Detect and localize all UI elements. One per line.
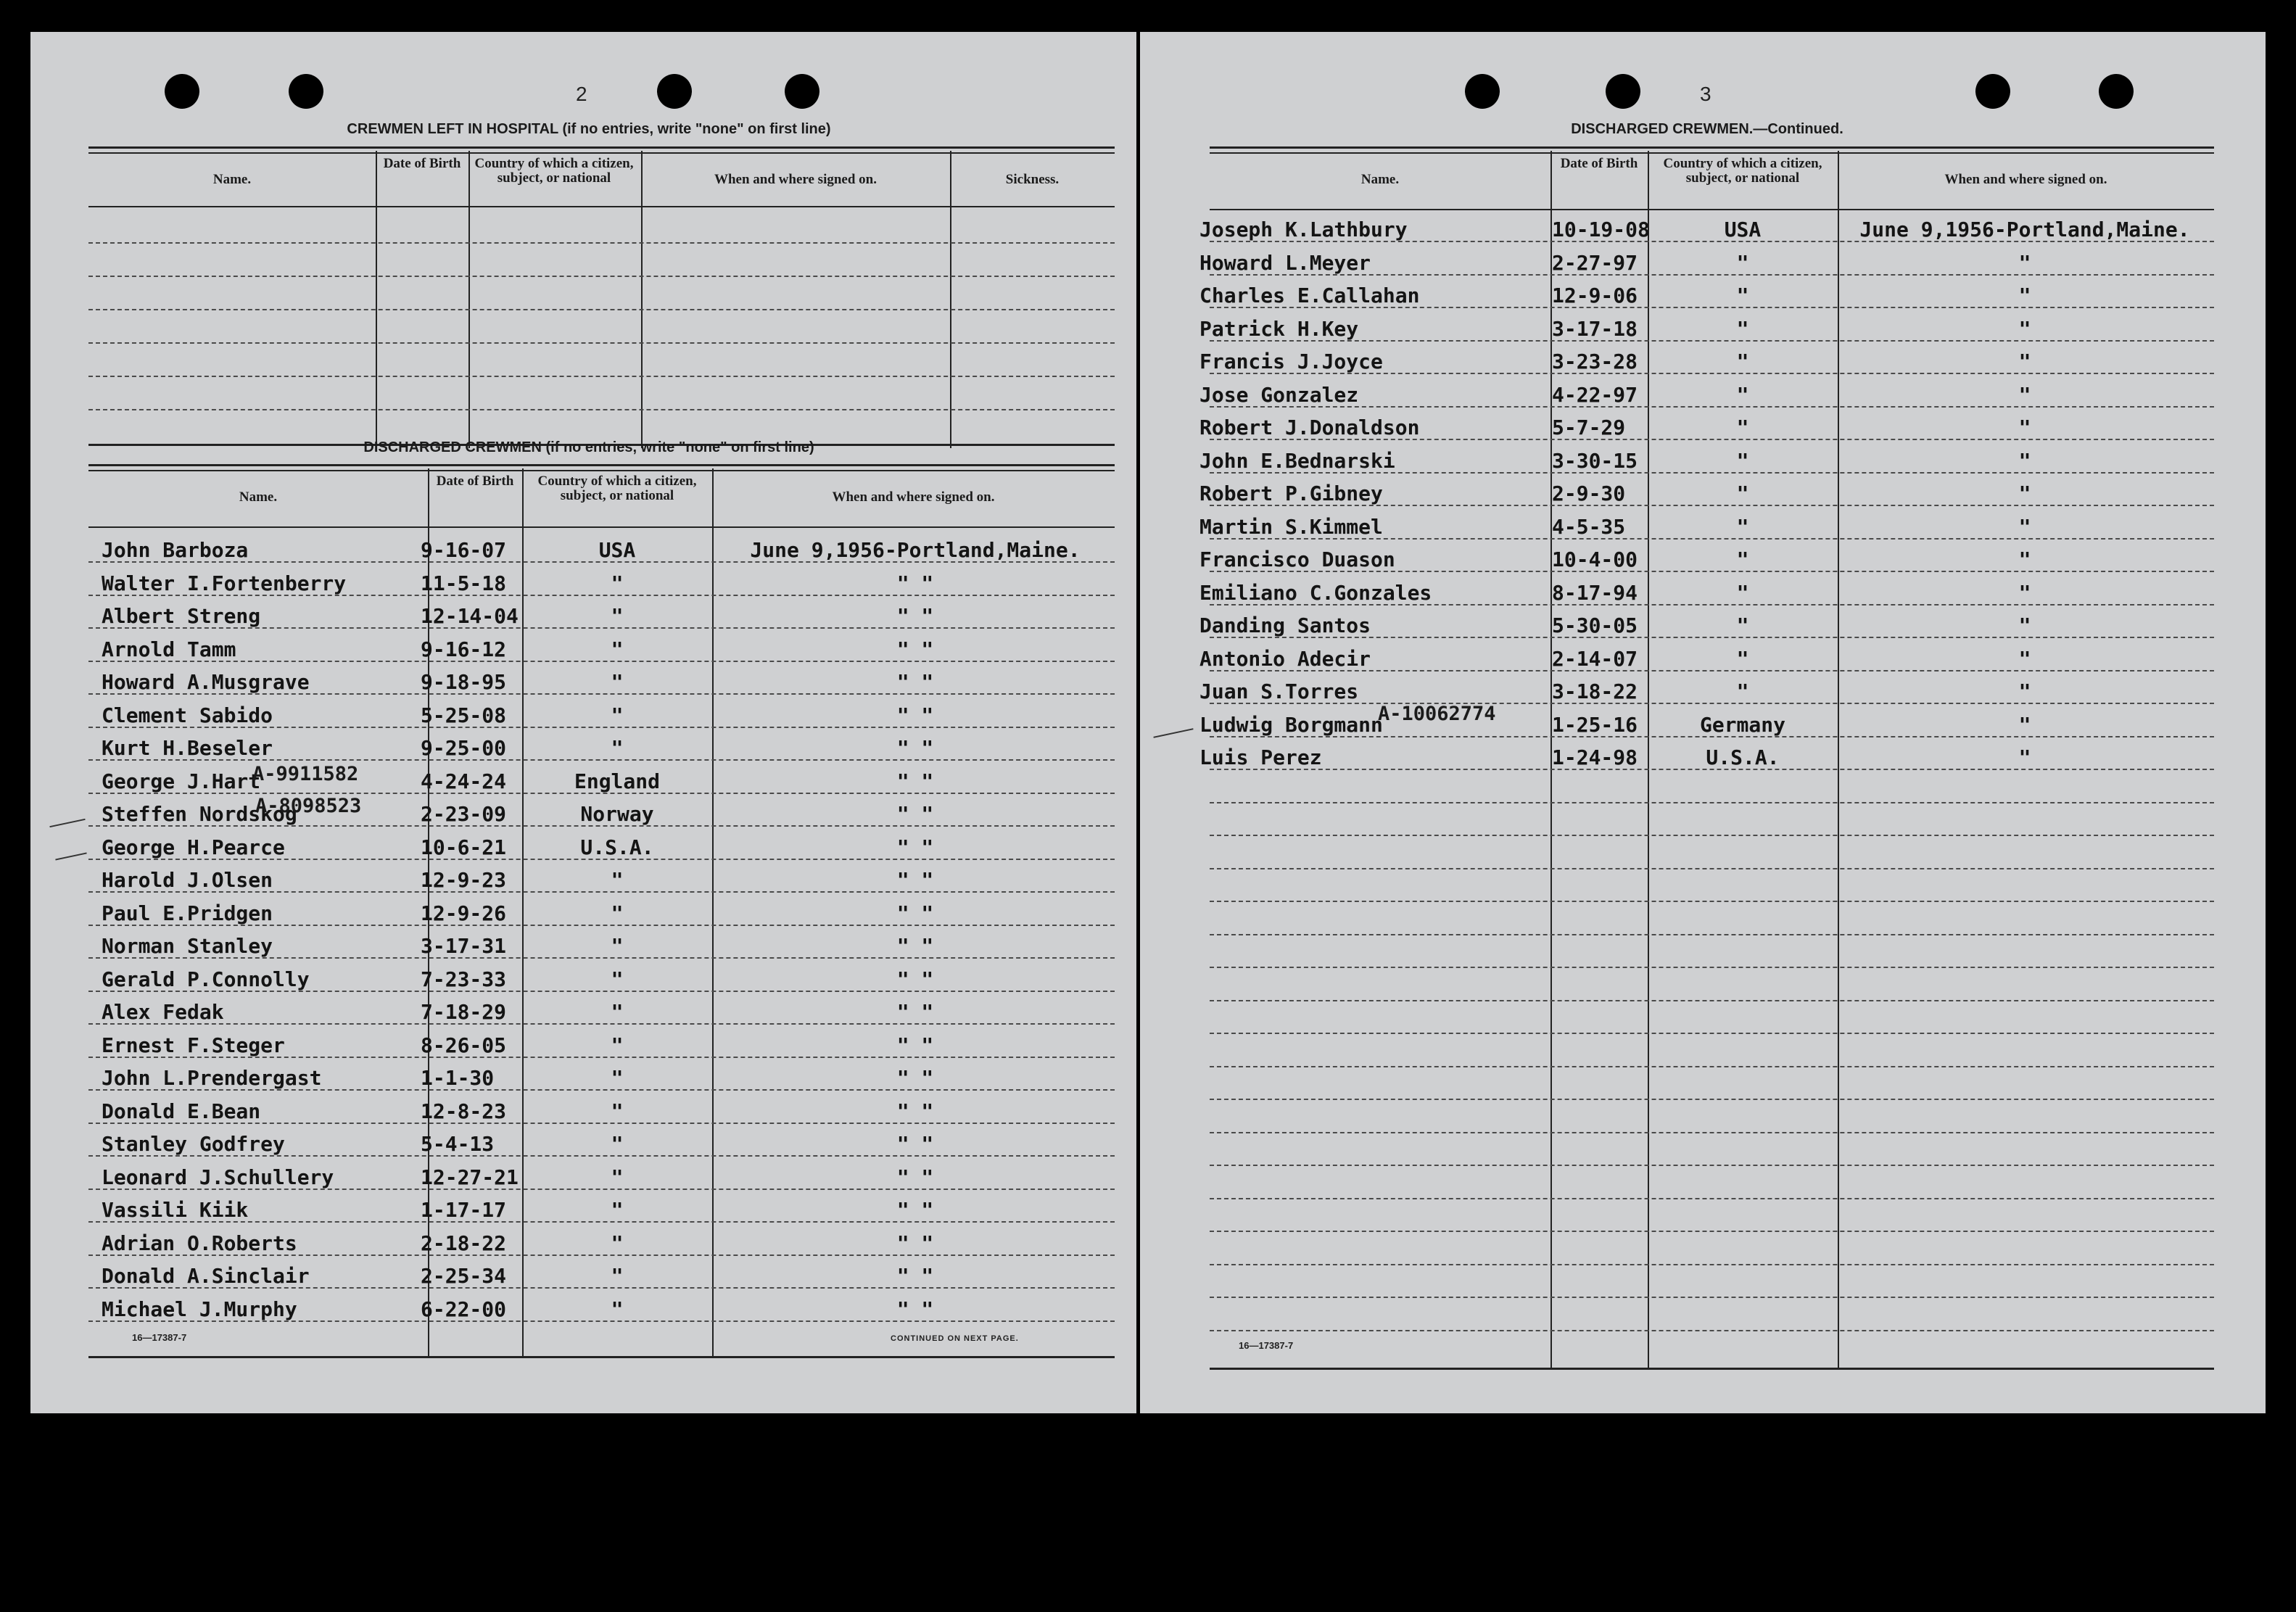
- signed-on: " ": [896, 967, 934, 991]
- entry-line: [1210, 934, 2214, 935]
- crew-name: Albert Streng: [102, 604, 261, 628]
- col-header-sickness: Sickness.: [1005, 172, 1060, 187]
- date-of-birth: 8-17-94: [1552, 580, 1638, 605]
- country: ": [611, 703, 624, 727]
- country: USA: [1724, 218, 1762, 241]
- rule: [88, 206, 1115, 207]
- country: ": [1736, 284, 1749, 307]
- col-header-country: Country of which a citizen, subject, or national: [1663, 156, 1822, 186]
- rule: [88, 146, 1115, 149]
- entry-line: [1210, 1033, 2214, 1034]
- crew-name: Robert P.Gibney: [1199, 481, 1383, 505]
- country: ": [1736, 448, 1749, 473]
- country: USA: [598, 538, 636, 562]
- punch-hole: [165, 74, 199, 109]
- entry-line: [1210, 1198, 2214, 1199]
- page-number: 3: [1700, 83, 1711, 105]
- country: ": [611, 1132, 624, 1156]
- entry-line: [1210, 1132, 2214, 1133]
- crew-name: Ludwig Borgmann: [1199, 712, 1383, 737]
- date-of-birth: 4-22-97: [1552, 382, 1638, 407]
- date-of-birth: 4-5-35: [1552, 514, 1626, 539]
- form-number: 16—17387-7: [1239, 1340, 1294, 1351]
- section-title: DISCHARGED CREWMEN.—Continued.: [1571, 121, 1843, 137]
- crew-name: Donald E.Bean: [102, 1099, 261, 1123]
- entry-line: [1210, 1264, 2214, 1265]
- crew-name: John Barboza: [102, 538, 249, 562]
- discharged-section-title: DISCHARGED CREWMEN (if no entries, write "none" on first line): [363, 439, 814, 455]
- country: ": [1736, 416, 1749, 439]
- date-of-birth: 2-14-07: [1552, 646, 1638, 671]
- country: ": [611, 571, 624, 595]
- hospital-section-title: CREWMEN LEFT IN HOSPITAL (if no entries, write "none" on first line): [347, 121, 831, 137]
- right-page: [1140, 32, 2266, 1413]
- punch-hole: [1975, 74, 2010, 109]
- country: U.S.A.: [580, 835, 654, 859]
- country: ": [611, 1231, 624, 1255]
- date-of-birth: 5-25-08: [421, 703, 507, 727]
- signed-on: ": [2018, 712, 2031, 737]
- country: ": [611, 637, 624, 661]
- rule: [88, 526, 1115, 528]
- country: ": [611, 1264, 624, 1288]
- date-of-birth: 2-18-22: [421, 1231, 507, 1255]
- entry-line: [88, 376, 1115, 377]
- crew-name: George J.Hart: [102, 769, 261, 793]
- crew-name: Danding Santos: [1199, 613, 1371, 637]
- entry-line: [1210, 406, 2214, 408]
- date-of-birth: 3-23-28: [1552, 350, 1638, 373]
- crew-name: Adrian O.Roberts: [102, 1231, 297, 1255]
- col-header-dob: Date of Birth: [436, 474, 514, 489]
- entry-line: [1210, 340, 2214, 342]
- signed-on: " ": [896, 769, 934, 793]
- entry-line: [88, 242, 1115, 244]
- country: Norway: [580, 802, 654, 826]
- entry-line: [1210, 868, 2214, 869]
- country: ": [1736, 250, 1749, 275]
- col-header-dob: Date of Birth: [383, 156, 461, 171]
- crew-name: Kurt H.Beseler: [102, 736, 273, 760]
- signed-on: " ": [896, 901, 934, 925]
- column-divider: [712, 468, 714, 1357]
- signed-on: " ": [896, 1099, 934, 1123]
- signed-on: ": [2018, 350, 2031, 373]
- crew-name: Leonard J.Schullery: [102, 1165, 334, 1189]
- crew-name: Joseph K.Lathbury: [1199, 218, 1408, 241]
- country: ": [611, 670, 624, 694]
- date-of-birth: 11-5-18: [421, 571, 507, 595]
- crew-name: Antonio Adecir: [1199, 646, 1371, 671]
- col-header-dob: Date of Birth: [1560, 156, 1638, 171]
- signed-on: ": [2018, 547, 2031, 571]
- date-of-birth: 5-4-13: [421, 1132, 495, 1156]
- date-of-birth: 3-17-31: [421, 934, 507, 958]
- country: ": [611, 1099, 624, 1123]
- crew-name: Ernest F.Steger: [102, 1033, 285, 1057]
- crew-name: Francisco Duason: [1199, 547, 1395, 571]
- column-divider: [1648, 151, 1649, 1369]
- rule: [1210, 152, 2214, 154]
- crew-name: Robert J.Donaldson: [1199, 416, 1420, 439]
- signed-on: " ": [896, 571, 934, 595]
- entry-line: [1210, 901, 2214, 902]
- signed-on: " ": [896, 703, 934, 727]
- country: ": [611, 967, 624, 991]
- date-of-birth: 1-17-17: [421, 1198, 507, 1222]
- country: ": [1736, 316, 1749, 341]
- check-mark: [49, 819, 85, 827]
- date-of-birth: 2-27-97: [1552, 250, 1638, 275]
- signed-on: " ": [896, 1033, 934, 1057]
- country: ": [611, 736, 624, 760]
- signed-on: June 9,1956-Portland,Maine.: [1859, 218, 2190, 241]
- entry-line: [1210, 835, 2214, 836]
- crew-name: Walter I.Fortenberry: [102, 571, 347, 595]
- entry-line: [1210, 1231, 2214, 1232]
- signed-on: ": [2018, 646, 2031, 671]
- column-divider: [522, 468, 524, 1357]
- date-of-birth: 2-25-34: [421, 1264, 507, 1288]
- entry-line: [1210, 703, 2214, 704]
- country: ": [1736, 613, 1749, 637]
- crew-name: Donald A.Sinclair: [102, 1264, 310, 1288]
- signed-on: June 9,1956-Portland,Maine.: [750, 538, 1081, 562]
- signed-on: " ": [896, 1132, 934, 1156]
- country: England: [574, 769, 660, 793]
- country: U.S.A.: [1706, 745, 1780, 769]
- country: ": [611, 1198, 624, 1222]
- crew-name: Charles E.Callahan: [1199, 284, 1420, 307]
- entry-line: [88, 309, 1115, 310]
- entry-line: [88, 276, 1115, 277]
- handwritten-annotation: A-9911582: [252, 763, 359, 785]
- rule: [88, 1356, 1115, 1358]
- country: ": [1736, 580, 1749, 605]
- crew-name: Michael J.Murphy: [102, 1297, 297, 1321]
- crew-name: Gerald P.Connolly: [102, 967, 310, 991]
- col-header-name: Name.: [239, 489, 278, 505]
- col-header-country: Country of which a citizen, subject, or national: [537, 474, 697, 503]
- crew-name: Emiliano C.Gonzales: [1199, 580, 1432, 605]
- signed-on: ": [2018, 679, 2031, 703]
- country: ": [611, 1033, 624, 1057]
- entry-line: [88, 1023, 1115, 1025]
- date-of-birth: 10-19-08: [1552, 218, 1650, 241]
- date-of-birth: 3-18-22: [1552, 679, 1638, 703]
- date-of-birth: 5-7-29: [1552, 416, 1626, 439]
- entry-line: [88, 342, 1115, 344]
- entry-line: [88, 409, 1115, 410]
- crew-name: Howard A.Musgrave: [102, 670, 310, 694]
- punch-hole: [785, 74, 819, 109]
- column-divider: [468, 151, 470, 448]
- date-of-birth: 1-25-16: [1552, 712, 1638, 737]
- handwritten-annotation: A-8098523: [255, 795, 362, 817]
- handwritten-annotation: A-10062774: [1378, 703, 1496, 725]
- date-of-birth: 8-26-05: [421, 1033, 507, 1057]
- crew-name: Jose Gonzalez: [1199, 382, 1359, 407]
- crew-name: Juan S.Torres: [1199, 679, 1359, 703]
- signed-on: " ": [896, 1264, 934, 1288]
- form-number: 16—17387-7: [132, 1332, 187, 1343]
- signed-on: " ": [896, 934, 934, 958]
- signed-on: " ": [896, 835, 934, 859]
- rule: [88, 152, 1115, 154]
- rule: [1210, 146, 2214, 149]
- date-of-birth: 12-14-04: [421, 604, 519, 628]
- crew-name: John L.Prendergast: [102, 1066, 322, 1090]
- punch-hole: [289, 74, 323, 109]
- crew-name: John E.Bednarski: [1199, 448, 1395, 473]
- signed-on: ": [2018, 284, 2031, 307]
- date-of-birth: 7-23-33: [421, 967, 507, 991]
- country: Germany: [1699, 712, 1785, 737]
- column-divider: [1838, 151, 1839, 1369]
- date-of-birth: 12-9-23: [421, 868, 507, 892]
- country: ": [1736, 547, 1749, 571]
- entry-line: [1210, 1297, 2214, 1298]
- date-of-birth: 1-1-30: [421, 1066, 495, 1090]
- crew-name: Clement Sabido: [102, 703, 273, 727]
- date-of-birth: 9-25-00: [421, 736, 507, 760]
- crew-name: Francis J.Joyce: [1199, 350, 1383, 373]
- country: ": [611, 901, 624, 925]
- date-of-birth: 1-24-98: [1552, 745, 1638, 769]
- crew-name: Harold J.Olsen: [102, 868, 273, 892]
- date-of-birth: 3-30-15: [1552, 448, 1638, 473]
- entry-line: [1210, 1165, 2214, 1166]
- entry-line: [1210, 967, 2214, 968]
- signed-on: " ": [896, 736, 934, 760]
- signed-on: " ": [896, 802, 934, 826]
- signed-on: ": [2018, 580, 2031, 605]
- date-of-birth: 3-17-18: [1552, 316, 1638, 341]
- country: ": [611, 604, 624, 628]
- country: ": [611, 1066, 624, 1090]
- country: ": [1736, 382, 1749, 407]
- signed-on: ": [2018, 316, 2031, 341]
- signed-on: " ": [896, 1165, 934, 1189]
- col-header-signed-on: When and where signed on.: [714, 172, 877, 187]
- signed-on: ": [2018, 613, 2031, 637]
- date-of-birth: 10-4-00: [1552, 547, 1638, 571]
- country: ": [1736, 481, 1749, 505]
- entry-line: [88, 661, 1115, 662]
- country: ": [1736, 350, 1749, 373]
- entry-line: [1210, 802, 2214, 803]
- date-of-birth: 2-9-30: [1552, 481, 1626, 505]
- date-of-birth: 12-9-06: [1552, 284, 1638, 307]
- date-of-birth: 2-23-09: [421, 802, 507, 826]
- column-divider: [376, 151, 377, 448]
- crew-name: Patrick H.Key: [1199, 316, 1359, 341]
- crew-name: Paul E.Pridgen: [102, 901, 273, 925]
- rule: [88, 464, 1115, 466]
- date-of-birth: 5-30-05: [1552, 613, 1638, 637]
- country: ": [611, 934, 624, 958]
- country: ": [611, 1165, 624, 1189]
- country: ": [1736, 679, 1749, 703]
- signed-on: ": [2018, 481, 2031, 505]
- signed-on: " ": [896, 604, 934, 628]
- country: ": [611, 1000, 624, 1024]
- signed-on: " ": [896, 1297, 934, 1321]
- left-page: [30, 32, 1136, 1413]
- date-of-birth: 7-18-29: [421, 1000, 507, 1024]
- entry-line: [1210, 1066, 2214, 1067]
- rule: [1210, 209, 2214, 210]
- punch-hole: [2099, 74, 2134, 109]
- signed-on: ": [2018, 416, 2031, 439]
- rule: [1210, 1368, 2214, 1370]
- date-of-birth: 6-22-00: [421, 1297, 507, 1321]
- continued-note: CONTINUED ON NEXT PAGE.: [891, 1334, 1019, 1343]
- country: ": [1736, 514, 1749, 539]
- crew-name: Stanley Godfrey: [102, 1132, 285, 1156]
- country: ": [1736, 646, 1749, 671]
- signed-on: ": [2018, 250, 2031, 275]
- column-divider: [950, 151, 951, 448]
- crew-name: Alex Fedak: [102, 1000, 224, 1024]
- signed-on: " ": [896, 637, 934, 661]
- signed-on: " ": [896, 868, 934, 892]
- date-of-birth: 9-16-12: [421, 637, 507, 661]
- col-header-signed-on: When and where signed on.: [1944, 172, 2107, 187]
- signed-on: " ": [896, 1000, 934, 1024]
- signed-on: ": [2018, 514, 2031, 539]
- country: ": [611, 1297, 624, 1321]
- country: ": [611, 868, 624, 892]
- date-of-birth: 12-8-23: [421, 1099, 507, 1123]
- date-of-birth: 9-16-07: [421, 538, 507, 562]
- col-header-signed-on: When and where signed on.: [832, 489, 995, 505]
- crew-name: Howard L.Meyer: [1199, 250, 1371, 275]
- entry-line: [1210, 1330, 2214, 1331]
- signed-on: ": [2018, 448, 2031, 473]
- check-mark: [55, 852, 86, 860]
- col-header-name: Name.: [212, 172, 252, 187]
- signed-on: " ": [896, 1198, 934, 1222]
- crew-name: Arnold Tamm: [102, 637, 236, 661]
- punch-hole: [1465, 74, 1500, 109]
- entry-line: [1210, 1000, 2214, 1001]
- crew-name: Vassili Kiik: [102, 1198, 249, 1222]
- check-mark: [1153, 728, 1193, 738]
- signed-on: ": [2018, 382, 2031, 407]
- punch-hole: [657, 74, 692, 109]
- signed-on: " ": [896, 1231, 934, 1255]
- crew-name: Norman Stanley: [102, 934, 273, 958]
- rule: [88, 470, 1115, 471]
- punch-hole: [1606, 74, 1640, 109]
- col-header-name: Name.: [1360, 172, 1400, 187]
- date-of-birth: 12-9-26: [421, 901, 507, 925]
- col-header-country: Country of which a citizen, subject, or national: [474, 156, 634, 186]
- signed-on: ": [2018, 745, 2031, 769]
- crew-name: Luis Perez: [1199, 745, 1322, 769]
- entry-line: [1210, 1099, 2214, 1100]
- crew-name: George H.Pearce: [102, 835, 285, 859]
- date-of-birth: 10-6-21: [421, 835, 507, 859]
- date-of-birth: 4-24-24: [421, 769, 507, 793]
- date-of-birth: 9-18-95: [421, 670, 507, 694]
- crew-name: Martin S.Kimmel: [1199, 514, 1383, 539]
- crew-name: Steffen Nordskog: [102, 802, 297, 826]
- page-number: 2: [576, 83, 587, 105]
- signed-on: " ": [896, 1066, 934, 1090]
- signed-on: " ": [896, 670, 934, 694]
- column-divider: [641, 151, 643, 448]
- date-of-birth: 12-27-21: [421, 1165, 519, 1189]
